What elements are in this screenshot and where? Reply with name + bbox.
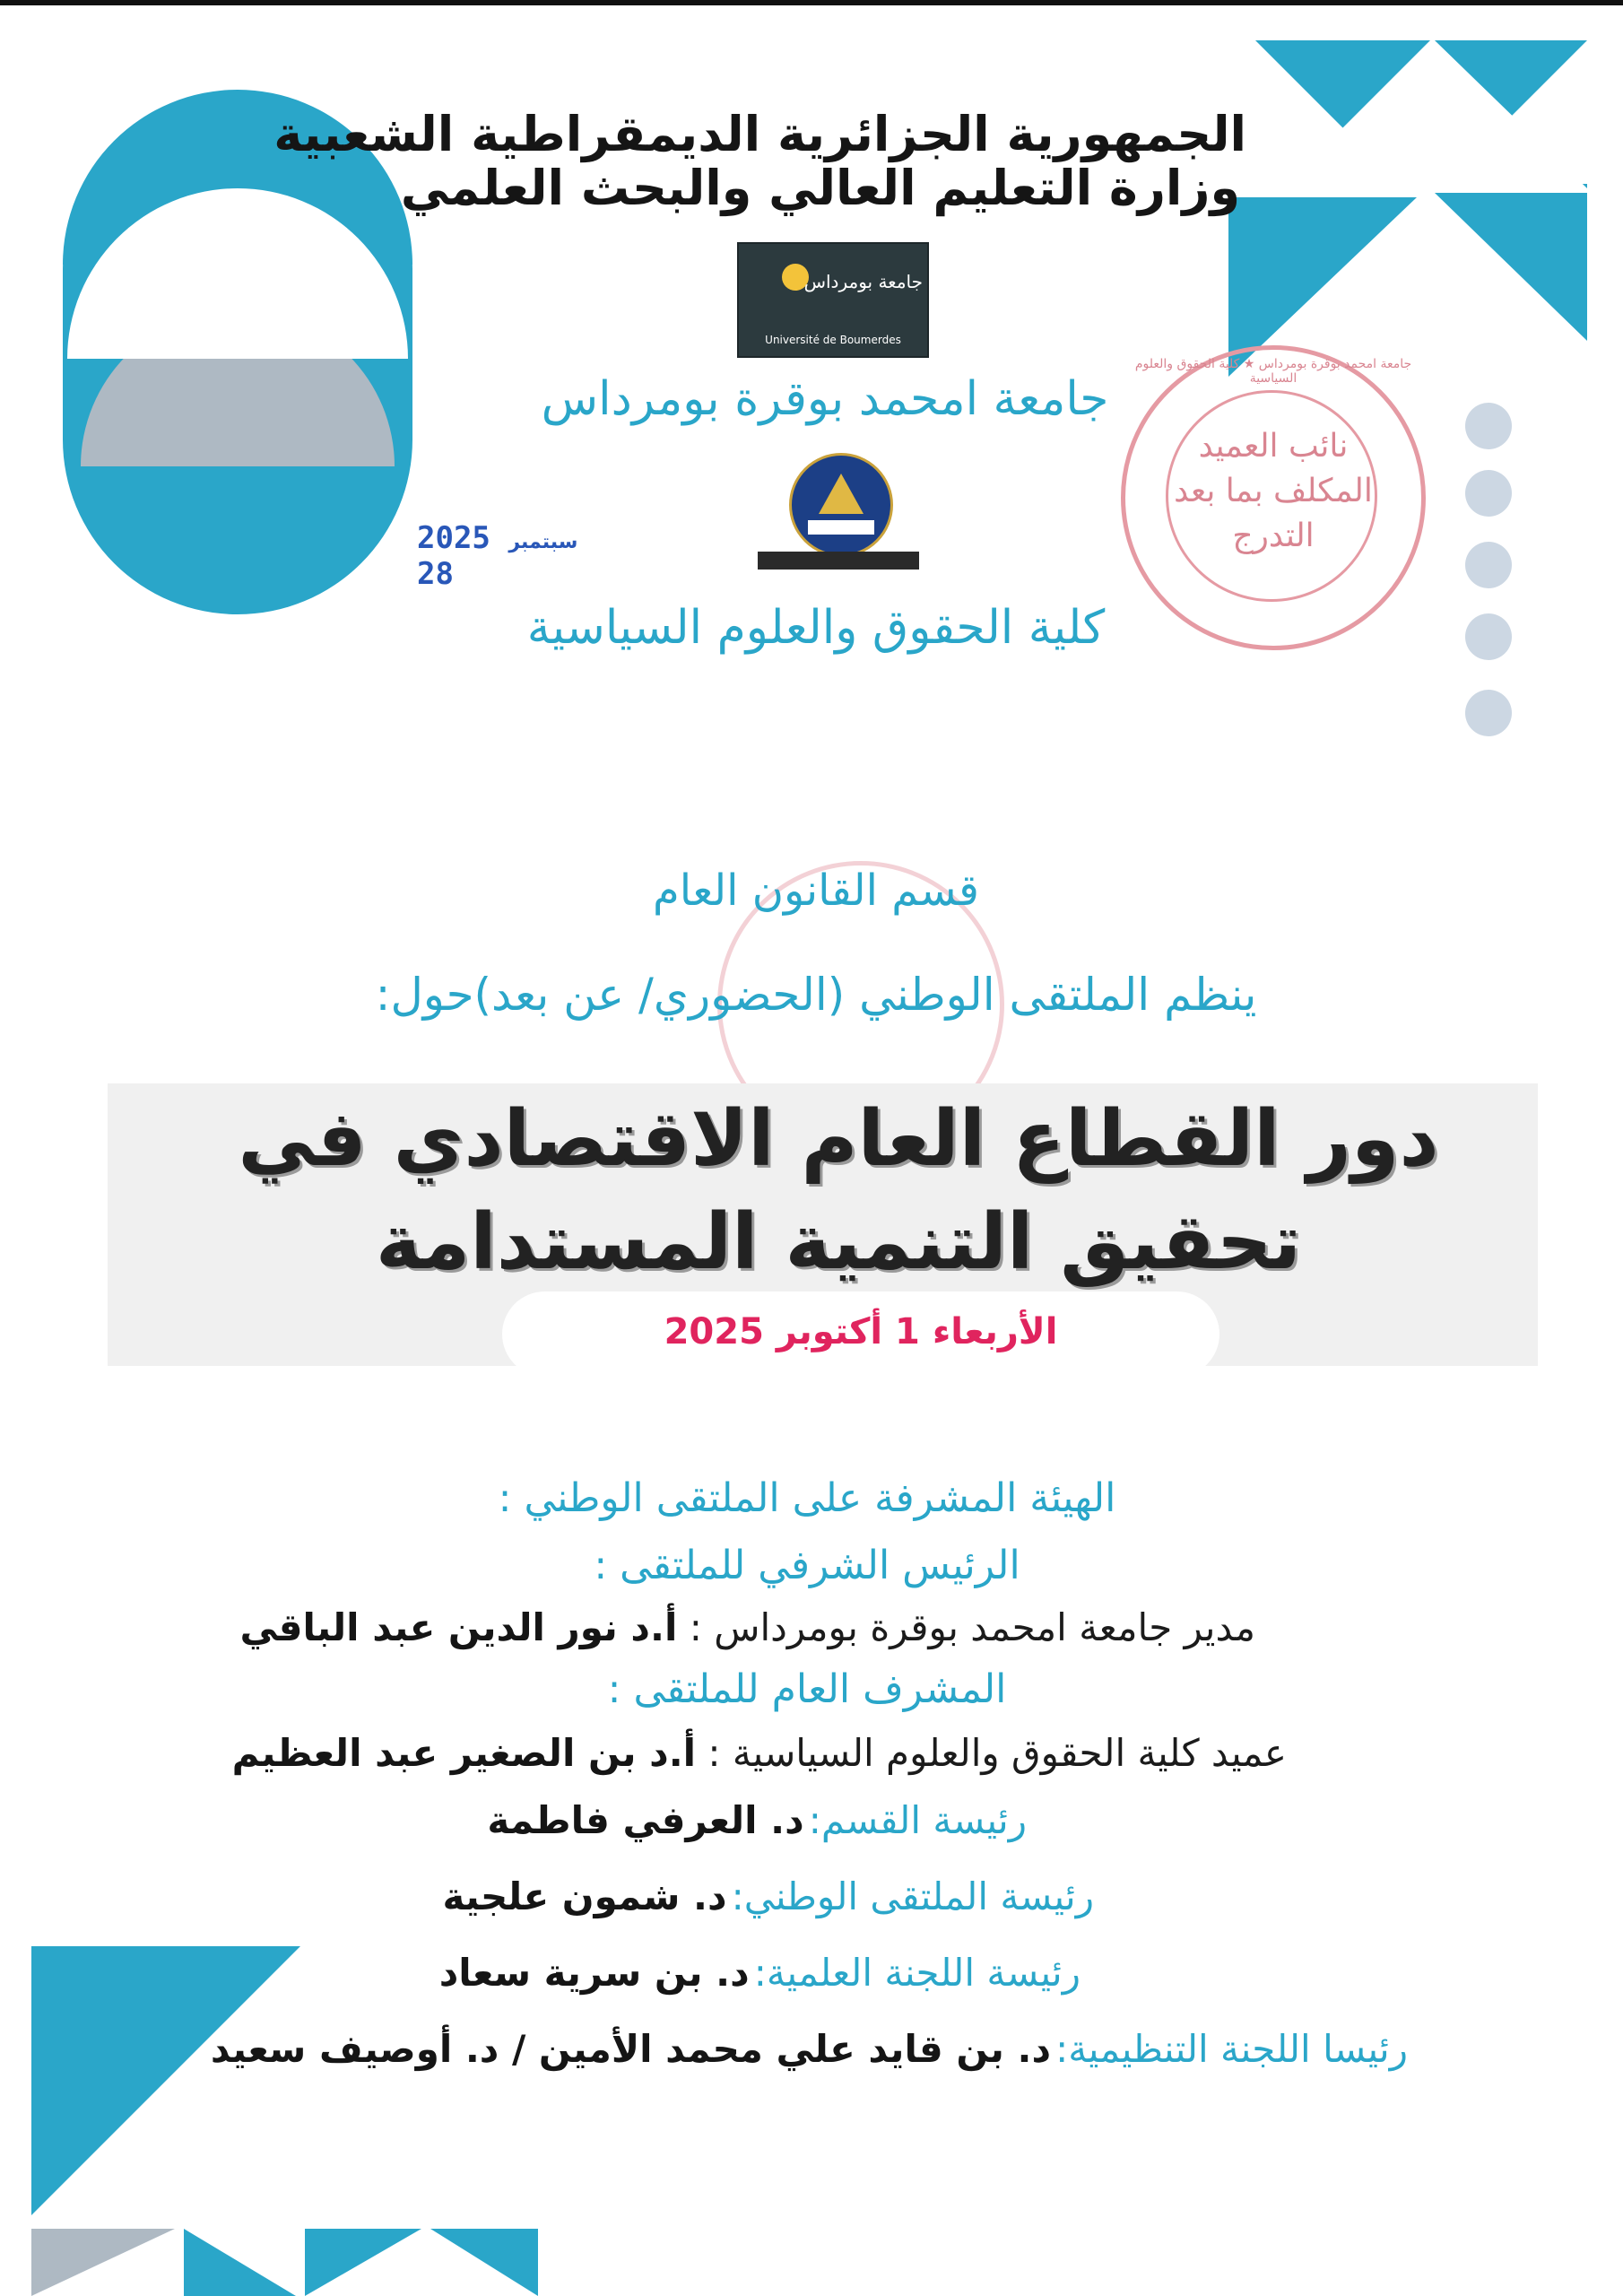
- dean-stamp: [1121, 345, 1426, 650]
- stamp-month: سبتمبر: [508, 531, 578, 553]
- dean-stamp-line2: المكلف بما بعد: [1174, 473, 1373, 509]
- event-title-line1: دور القطاع العام الاقتصادي في: [238, 1094, 1439, 1184]
- organizes-line: ينظم الملتقى الوطني (الحضوري/ عن بعد)حول:: [375, 969, 1257, 1021]
- general-name: أ.د بن الصغير عبد العظيم: [231, 1731, 697, 1775]
- honorary-name: أ.د نور الدين عبد الباقي: [239, 1605, 678, 1649]
- stamp-year: 2025: [417, 520, 490, 556]
- chair-name: د. شمون علجية: [442, 1874, 727, 1918]
- republic-title: الجمهورية الجزائرية الديمقراطية الشعبية: [273, 106, 1246, 162]
- ministry-title: وزارة التعليم العالي والبحث العلمي: [400, 160, 1241, 216]
- faculty-name: كلية الحقوق والعلوم السياسية: [526, 601, 1106, 655]
- stamp-day: 28: [417, 556, 454, 592]
- book-icon: [808, 520, 874, 535]
- honorary-heading: الرئيس الشرفي للملتقى :: [594, 1543, 1020, 1588]
- committee-heading: الهيئة المشرفة على الملتقى الوطني :: [498, 1475, 1116, 1521]
- university-name: جامعة امحمد بوقرة بومرداس: [541, 372, 1109, 426]
- bottom-triangle-pattern: [31, 1946, 538, 2296]
- faculty-logo-caption-bar: [758, 552, 919, 570]
- dean-stamp-line1: نائب العميد: [1198, 428, 1349, 465]
- department-name: قسم القانون العام: [653, 865, 979, 916]
- honorary-role: مدير جامعة امحمد بوقرة بومرداس :: [689, 1605, 1255, 1649]
- general-heading: المشرف العام للملتقى :: [607, 1666, 1007, 1712]
- scientific-name: د. بن سرية سعاد: [438, 1951, 750, 1995]
- dept-head-row: [487, 1798, 1027, 1842]
- dean-stamp-ring-text: جامعة امحمد بوقرة بومرداس ★ كلية الحقوق والعلوم السياسية: [1134, 357, 1412, 386]
- dot-column: [1465, 403, 1512, 736]
- organizing-row: [211, 2027, 1408, 2071]
- general-role: عميد كلية الحقوق والعلوم السياسية :: [707, 1731, 1287, 1775]
- chair-row: [442, 1874, 1094, 1918]
- dept-head-role: رئيسة القسم:: [808, 1798, 1027, 1842]
- dean-stamp-line3: التدرج: [1232, 517, 1315, 554]
- event-title-line2: تحقيق التنمية المستدامة: [375, 1197, 1302, 1287]
- organizing-role: رئيسا اللجنة التنظيمية:: [1055, 2027, 1408, 2071]
- chair-role: رئيسة الملتقى الوطني:: [731, 1874, 1094, 1918]
- triangle-pattern: [1228, 40, 1587, 377]
- half-circle-shapes: [54, 0, 412, 614]
- university-logo: [737, 242, 929, 358]
- honorary-row: [240, 1605, 1256, 1649]
- logo-text-fr: Université de Boumerdes: [765, 334, 901, 346]
- scales-icon: [819, 474, 864, 514]
- event-date: الأربعاء 1 أكتوبر 2025: [664, 1311, 1058, 1352]
- received-date-stamp: [417, 520, 596, 592]
- general-row: [232, 1731, 1287, 1775]
- organizing-names: د. بن قايد علي محمد الأمين / د. أوصيف سعيد: [210, 2027, 1052, 2071]
- scientific-row: [439, 1951, 1081, 1995]
- logo-text-ar: جامعة بومرداس: [803, 271, 923, 292]
- faculty-logo: [789, 453, 893, 557]
- dept-head-name: د. العرفي فاطمة: [487, 1798, 804, 1842]
- scientific-role: رئيسة اللجنة العلمية:: [753, 1951, 1081, 1995]
